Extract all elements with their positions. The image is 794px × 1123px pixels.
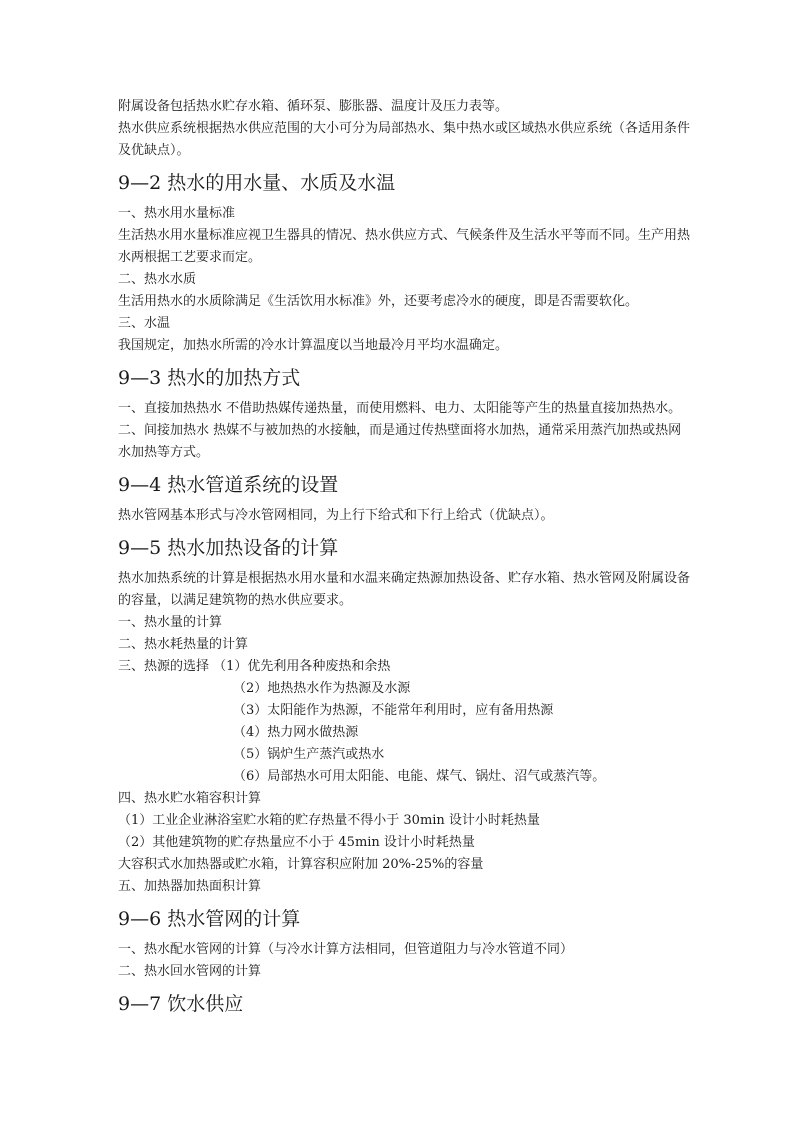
subsection-label: 一、热水量的计算 bbox=[118, 615, 223, 630]
subsection-label: 一、热水用水量标准 bbox=[118, 206, 236, 221]
list-item: （6）局部热水可用太阳能、电能、煤气、锅灶、沼气或蒸汽等。 bbox=[233, 769, 606, 784]
section-heading: 9—5 热水加热设备的计算 bbox=[118, 537, 339, 559]
list-item: （2）地热热水作为热源及水源 bbox=[233, 681, 411, 696]
list-item: （4）热力网水做热源 bbox=[233, 725, 359, 740]
paragraph: 大容积式水加热器或贮水箱，计算容积应附加 20%-25%的容量 bbox=[118, 857, 484, 872]
section-heading: 9—7 饮水供应 bbox=[118, 993, 244, 1015]
list-item: 三、热源的选择 （1）优先利用各种废热和余热 bbox=[118, 659, 391, 674]
subsection-label: 三、水温 bbox=[118, 316, 171, 331]
paragraph: 热水加热系统的计算是根据热水用水量和水温来确定热源加热设备、贮存水箱、热水管网及附属设备的容量，以满足建筑物的热水供应要求。 bbox=[118, 571, 691, 608]
paragraph: 热水管网基本形式与冷水管网相同，为上行下给式和下行上给式（优缺点）。 bbox=[118, 508, 554, 523]
paragraph: 生活用热水的水质除满足《生活饮用水标准》外，还要考虑冷水的硬度，即是否需要软化。 bbox=[118, 294, 639, 309]
section-heading: 9—3 热水的加热方式 bbox=[118, 367, 301, 389]
section-heading: 9—2 热水的用水量、水质及水温 bbox=[118, 172, 396, 194]
list-item: 一、热水配水管网的计算（与冷水计算方法相同，但管道阻力与冷水管道不同） bbox=[118, 942, 574, 957]
document-body bbox=[118, 96, 693, 1024]
subsection-label: 四、热水贮水箱容积计算 bbox=[118, 791, 262, 806]
paragraph: 生活热水用水量标准应视卫生器具的情况、热水供应方式、气候条件及生活水平等而不同。生产用热水两根据工艺要求而定。 bbox=[118, 228, 691, 265]
subsection-label: 二、热水耗热量的计算 bbox=[118, 637, 249, 652]
paragraph: 热水供应系统根据热水供应范围的大小可分为局部热水、集中热水或区域热水供应系统（各适用条件及优缺点）。 bbox=[118, 121, 691, 158]
subsection-label: 二、热水水质 bbox=[118, 272, 197, 287]
paragraph: 我国规定，加热水所需的冷水计算温度以当地最冷月平均水温确定。 bbox=[118, 338, 509, 353]
list-item: （2）其他建筑物的贮存热量应不小于 45min 设计小时耗热量 bbox=[118, 835, 475, 850]
paragraph: 附属设备包括热水贮存水箱、循环泵、膨胀器、温度计及压力表等。 bbox=[118, 99, 509, 114]
paragraph: 二、间接加热水 热媒不与被加热的水接触，而是通过传热壁面将水加热，通常采用蒸汽加热或热网水加热等方式。 bbox=[118, 423, 682, 460]
section-heading: 9—6 热水管网的计算 bbox=[118, 908, 301, 930]
list-item: （3）太阳能作为热源，不能常年利用时，应有备用热源 bbox=[233, 703, 554, 718]
list-item: （1）工业企业淋浴室贮水箱的贮存热量不得小于 30min 设计小时耗热量 bbox=[118, 813, 540, 828]
section-heading: 9—4 热水管道系统的设置 bbox=[118, 474, 339, 496]
list-item: 二、热水回水管网的计算 bbox=[118, 964, 262, 979]
list-item: （5）锅炉生产蒸汽或热水 bbox=[233, 747, 385, 762]
paragraph: 一、直接加热热水 不借助热媒传递热量，而使用燃料、电力、太阳能等产生的热量直接加热热水。 bbox=[118, 401, 682, 416]
subsection-label: 五、加热器加热面积计算 bbox=[118, 879, 262, 894]
